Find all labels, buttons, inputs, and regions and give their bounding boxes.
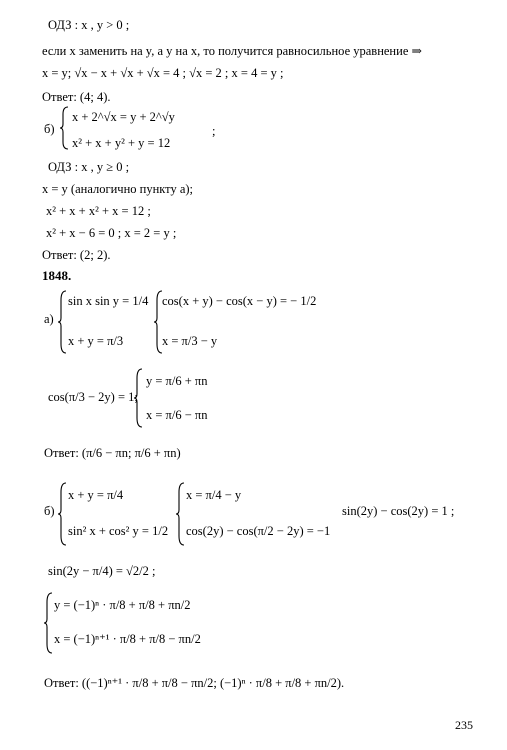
answer-1: Ответ: (4; 4). [42, 90, 111, 104]
system-a2-row-2: x = π/3 − y [162, 334, 218, 348]
sin-equation: sin(2y − π/4) = √2/2 ; [48, 564, 156, 578]
system-b2-row-2: cos(2y) − cos(π/2 − 2y) = −1 [186, 524, 331, 538]
system-b-brace [60, 106, 70, 150]
system-b2-row-1: x = π/4 − y [186, 488, 242, 502]
system-a1-row-1: sin x sin y = 1/4 [68, 294, 149, 308]
part-b2-label: б) [44, 504, 55, 518]
system-a3-row-2: x = π/6 − πn [146, 408, 208, 422]
answer-b: Ответ: ((−1)ⁿ⁺¹ · π/8 + π/8 − πn/2; (−1)ⁿ · π/8 + π/8 + πn/2). [44, 676, 345, 690]
page-number: 235 [455, 718, 473, 732]
answer-2: Ответ: (2; 2). [42, 248, 111, 262]
cos-equation: cos(π/3 − 2y) = 1; [48, 390, 138, 404]
equation-1: x² + x + x² + x = 12 ; [46, 204, 151, 218]
answer-a: Ответ: (π/6 − πn; π/6 + πn) [44, 446, 181, 460]
system-b3-row-1: y = (−1)ⁿ · π/8 + π/8 + πn/2 [54, 598, 191, 612]
system-a2-row-1: cos(x + y) − cos(x − y) = − 1/2 [162, 294, 317, 308]
part-a-label: а) [44, 312, 54, 326]
system-a1-row-2: x + y = π/3 [68, 334, 124, 348]
sin-cos-equation: sin(2y) − cos(2y) = 1 ; [342, 504, 455, 518]
substitution-text: если x заменить на y, а y на x, то получится равносильное уравнение ⇒ [42, 44, 422, 58]
system-b1-row-2: sin² x + cos² y = 1/2 [68, 524, 169, 538]
system-b3-row-2: x = (−1)ⁿ⁺¹ · π/8 + π/8 − πn/2 [54, 632, 201, 646]
symmetry-note: x = y (аналогично пункту а); [42, 182, 194, 196]
system-a3-brace [134, 368, 144, 428]
solution-line-a: x = y; √x − x + √x + √x = 4 ; √x = 2 ; x = 4 = y ; [42, 66, 284, 80]
system-a3-row-1: y = π/6 + πn [146, 374, 208, 388]
system-b-end: ; [212, 124, 216, 138]
system-b1-row-1: x + y = π/4 [68, 488, 124, 502]
system-b-row-2: x² + x + y² + y = 12 [72, 136, 171, 150]
problem-number: 1848. [42, 268, 72, 283]
system-a1-brace [58, 290, 68, 354]
system-b3-brace [44, 592, 54, 654]
odz-line-1: ОДЗ : x , y > 0 ; [48, 18, 130, 32]
part-b-label: б) [44, 122, 55, 136]
odz-line-2: ОДЗ : x , y ≥ 0 ; [48, 160, 130, 174]
system-b-row-1: x + 2^√x = y + 2^√y [72, 110, 175, 124]
equation-2: x² + x − 6 = 0 ; x = 2 = y ; [46, 226, 177, 240]
system-b1-brace [58, 482, 68, 546]
system-b2-brace [176, 482, 186, 546]
